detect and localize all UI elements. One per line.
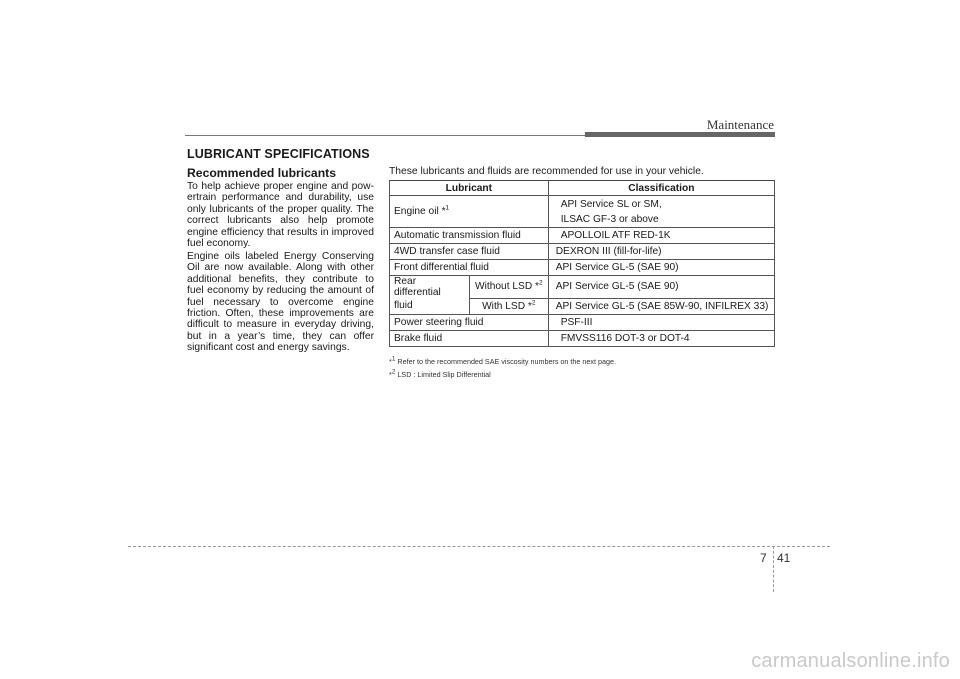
section-title: LUBRICANT SPECIFICATIONS bbox=[187, 147, 370, 161]
table-row bbox=[390, 314, 775, 330]
row-class-front-diff: API Service GL-5 (SAE 90) bbox=[548, 260, 774, 276]
sub-heading: Recommended lubricants bbox=[187, 166, 336, 180]
row-label-engine-oil: Engine oil *$^1$ bbox=[390, 196, 549, 228]
table-row bbox=[390, 244, 775, 260]
watermark: carmanualsonline.info bbox=[751, 650, 950, 672]
header-bar bbox=[585, 132, 775, 137]
footer-divider bbox=[773, 546, 774, 592]
row-class-with-lsd: API Service GL-5 (SAE 85W-90, INFILREX 33) bbox=[548, 298, 774, 314]
table-header-row bbox=[390, 181, 775, 196]
row-label-transfer: 4WD transfer case fluid bbox=[390, 244, 549, 260]
row-class-without-lsd: API Service GL-5 (SAE 90) bbox=[548, 276, 774, 299]
lubricant-table bbox=[389, 180, 775, 347]
row-class-atf: APOLLOIL ATF RED-1K bbox=[548, 228, 774, 244]
table-row bbox=[390, 330, 775, 346]
page-chapter: 7 bbox=[760, 551, 767, 565]
table-row bbox=[390, 196, 775, 228]
footnote-2: *2 LSD : Limited Slip Differential bbox=[389, 368, 491, 379]
row-label-front-diff: Front differential fluid bbox=[390, 260, 549, 276]
row-label-rear-diff-cont: fluid bbox=[390, 298, 470, 314]
row-class-power-steering: PSF-III bbox=[548, 314, 774, 330]
row-label-power-steering: Power steering fluid bbox=[390, 314, 549, 330]
row-label-brake: Brake fluid bbox=[390, 330, 549, 346]
table-row bbox=[390, 298, 775, 314]
header-rule bbox=[185, 135, 585, 136]
row-class-engine-oil: API Service SL or SM, ILSAC GF-3 or above bbox=[548, 196, 774, 228]
table-row bbox=[390, 228, 775, 244]
row-sub-without-lsd: Without LSD *$^2$ bbox=[469, 276, 548, 299]
row-label-rear-diff: Rear differential bbox=[390, 276, 470, 299]
column-header-lubricant: Lubricant bbox=[390, 181, 549, 196]
header-title: Maintenance bbox=[706, 117, 774, 132]
row-sub-with-lsd: With LSD *$^2$ bbox=[469, 298, 548, 314]
column-header-classification: Classification bbox=[548, 181, 774, 196]
row-class-transfer: DEXRON III (fill-for-life) bbox=[548, 244, 774, 260]
table-row bbox=[390, 260, 775, 276]
row-label-atf: Automatic transmission fluid bbox=[390, 228, 549, 244]
page-number: 41 bbox=[777, 551, 791, 565]
table-intro: These lubricants and fluids are recommended for use in your vehicle. bbox=[389, 166, 704, 177]
footnote-1: *1 Refer to the recommended SAE viscosity numbers on the next page. bbox=[389, 355, 616, 366]
table-row bbox=[390, 276, 775, 299]
footer-rule bbox=[128, 546, 830, 547]
paragraph-energy-oil: Engine oils labeled Energy Conserving Oil are now available. Along with other additional benefits, they contribute to fuel economy by reducing the amount of fuel necessary to overcome engine friction. Often, these improvements are difficult to measure in everyday driving, but in a year’s time, they can offer significant cost and energy savings. bbox=[187, 251, 374, 354]
paragraph-intro: To help achieve proper engine and powertrain performance and durability, use only lubricants of the proper quality. The correct lubricants also help promote engine efficiency that results in improved fuel economy. bbox=[187, 181, 374, 250]
row-class-brake: FMVSS116 DOT-3 or DOT-4 bbox=[548, 330, 774, 346]
